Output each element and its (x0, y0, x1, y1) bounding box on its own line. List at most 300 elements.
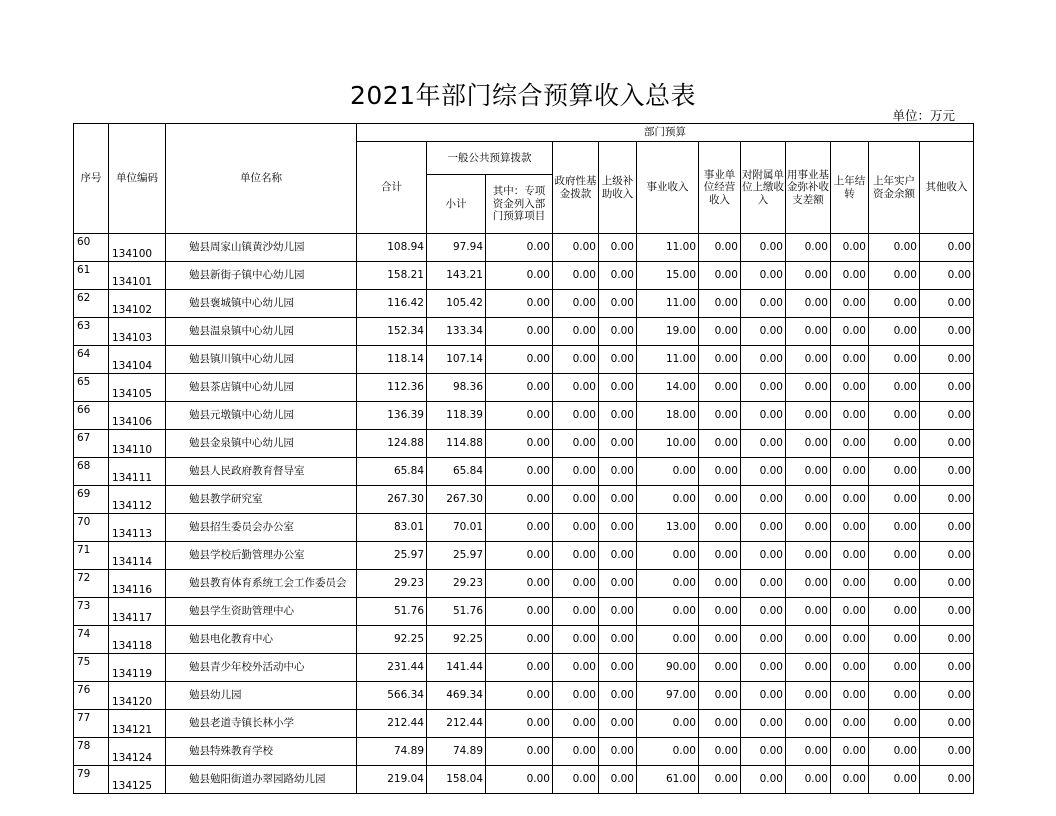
row-superior-subsidy: 0.00 (599, 682, 637, 710)
row-superior-subsidy: 0.00 (599, 262, 637, 290)
row-unit-code: 134102 (109, 290, 166, 318)
row-superior-subsidy: 0.00 (599, 654, 637, 682)
header-business-income: 事业收入 (637, 142, 699, 234)
row-seq: 60 (74, 234, 109, 262)
row-affiliated-income: 0.00 (741, 766, 786, 794)
row-business-income: 61.00 (637, 766, 699, 794)
table-row (74, 654, 974, 682)
row-last-year-carry: 0.00 (831, 598, 869, 626)
table-row (74, 402, 974, 430)
row-fund-make-up: 0.00 (786, 346, 831, 374)
row-gov-fund: 0.00 (553, 318, 599, 346)
row-last-year-carry: 0.00 (831, 486, 869, 514)
row-total: 92.25 (357, 626, 427, 654)
header-superior-subsidy: 上级补助收入 (599, 142, 637, 234)
row-last-year-balance: 0.00 (869, 570, 920, 598)
row-affiliated-income: 0.00 (741, 570, 786, 598)
row-last-year-balance: 0.00 (869, 262, 920, 290)
row-operating-income: 0.00 (699, 318, 741, 346)
row-operating-income: 0.00 (699, 346, 741, 374)
header-other-income: 其他收入 (920, 142, 974, 234)
row-business-income: 90.00 (637, 654, 699, 682)
row-special-project: 0.00 (486, 486, 553, 514)
row-gov-fund: 0.00 (553, 710, 599, 738)
row-subtotal: 267.30 (427, 486, 486, 514)
header-code: 单位编码 (109, 124, 166, 234)
row-fund-make-up: 0.00 (786, 542, 831, 570)
row-unit-code: 134117 (109, 598, 166, 626)
row-fund-make-up: 0.00 (786, 290, 831, 318)
row-fund-make-up: 0.00 (786, 570, 831, 598)
row-business-income: 10.00 (637, 430, 699, 458)
row-unit-name: 勉县元墩镇中心幼儿园 (166, 402, 357, 430)
row-total: 74.89 (357, 738, 427, 766)
row-other-income: 0.00 (920, 710, 974, 738)
row-last-year-carry: 0.00 (831, 402, 869, 430)
row-operating-income: 0.00 (699, 626, 741, 654)
row-business-income: 13.00 (637, 514, 699, 542)
row-last-year-balance: 0.00 (869, 710, 920, 738)
row-last-year-carry: 0.00 (831, 570, 869, 598)
row-seq: 68 (74, 458, 109, 486)
row-operating-income: 0.00 (699, 262, 741, 290)
row-fund-make-up: 0.00 (786, 234, 831, 262)
row-total: 124.88 (357, 430, 427, 458)
row-other-income: 0.00 (920, 234, 974, 262)
row-superior-subsidy: 0.00 (599, 766, 637, 794)
row-other-income: 0.00 (920, 682, 974, 710)
table-row (74, 738, 974, 766)
row-last-year-balance: 0.00 (869, 374, 920, 402)
row-last-year-carry: 0.00 (831, 318, 869, 346)
row-unit-name: 勉县教育体育系统工会工作委员会 (166, 570, 357, 598)
row-total: 267.30 (357, 486, 427, 514)
row-fund-make-up: 0.00 (786, 374, 831, 402)
row-affiliated-income: 0.00 (741, 458, 786, 486)
row-last-year-balance: 0.00 (869, 766, 920, 794)
row-business-income: 0.00 (637, 570, 699, 598)
row-fund-make-up: 0.00 (786, 682, 831, 710)
row-seq: 61 (74, 262, 109, 290)
row-other-income: 0.00 (920, 486, 974, 514)
row-unit-code: 134106 (109, 402, 166, 430)
row-seq: 69 (74, 486, 109, 514)
row-subtotal: 118.39 (427, 402, 486, 430)
row-special-project: 0.00 (486, 290, 553, 318)
row-unit-code: 134110 (109, 430, 166, 458)
row-gov-fund: 0.00 (553, 346, 599, 374)
row-subtotal: 133.34 (427, 318, 486, 346)
row-total: 83.01 (357, 514, 427, 542)
row-unit-code: 134121 (109, 710, 166, 738)
row-special-project: 0.00 (486, 458, 553, 486)
row-unit-name: 勉县招生委员会办公室 (166, 514, 357, 542)
row-last-year-carry: 0.00 (831, 654, 869, 682)
row-special-project: 0.00 (486, 570, 553, 598)
row-last-year-carry: 0.00 (831, 626, 869, 654)
row-last-year-balance: 0.00 (869, 654, 920, 682)
row-special-project: 0.00 (486, 738, 553, 766)
row-unit-name: 勉县褒城镇中心幼儿园 (166, 290, 357, 318)
row-last-year-balance: 0.00 (869, 402, 920, 430)
row-last-year-carry: 0.00 (831, 430, 869, 458)
row-business-income: 11.00 (637, 290, 699, 318)
row-unit-code: 134105 (109, 374, 166, 402)
row-special-project: 0.00 (486, 598, 553, 626)
row-unit-code: 134119 (109, 654, 166, 682)
row-affiliated-income: 0.00 (741, 430, 786, 458)
row-unit-name: 勉县温泉镇中心幼儿园 (166, 318, 357, 346)
row-business-income: 97.00 (637, 682, 699, 710)
row-operating-income: 0.00 (699, 234, 741, 262)
row-total: 118.14 (357, 346, 427, 374)
row-other-income: 0.00 (920, 458, 974, 486)
row-subtotal: 114.88 (427, 430, 486, 458)
row-seq: 63 (74, 318, 109, 346)
row-unit-code: 134120 (109, 682, 166, 710)
row-seq: 78 (74, 738, 109, 766)
row-superior-subsidy: 0.00 (599, 290, 637, 318)
row-total: 65.84 (357, 458, 427, 486)
header-last-year-balance: 上年实户资金余额 (869, 142, 920, 234)
row-last-year-balance: 0.00 (869, 514, 920, 542)
row-operating-income: 0.00 (699, 374, 741, 402)
budget-table (73, 123, 974, 794)
row-special-project: 0.00 (486, 626, 553, 654)
row-last-year-carry: 0.00 (831, 374, 869, 402)
row-total: 25.97 (357, 542, 427, 570)
row-last-year-balance: 0.00 (869, 234, 920, 262)
row-unit-code: 134113 (109, 514, 166, 542)
row-gov-fund: 0.00 (553, 738, 599, 766)
row-seq: 75 (74, 654, 109, 682)
row-gov-fund: 0.00 (553, 486, 599, 514)
row-unit-code: 134112 (109, 486, 166, 514)
row-last-year-carry: 0.00 (831, 346, 869, 374)
row-unit-name: 勉县特殊教育学校 (166, 738, 357, 766)
row-affiliated-income: 0.00 (741, 234, 786, 262)
row-last-year-carry: 0.00 (831, 766, 869, 794)
row-business-income: 0.00 (637, 626, 699, 654)
row-total: 116.42 (357, 290, 427, 318)
row-subtotal: 141.44 (427, 654, 486, 682)
row-other-income: 0.00 (920, 542, 974, 570)
row-superior-subsidy: 0.00 (599, 514, 637, 542)
row-special-project: 0.00 (486, 682, 553, 710)
row-affiliated-income: 0.00 (741, 710, 786, 738)
row-affiliated-income: 0.00 (741, 374, 786, 402)
row-gov-fund: 0.00 (553, 458, 599, 486)
row-seq: 65 (74, 374, 109, 402)
row-operating-income: 0.00 (699, 514, 741, 542)
row-fund-make-up: 0.00 (786, 458, 831, 486)
table-row (74, 486, 974, 514)
row-business-income: 11.00 (637, 234, 699, 262)
row-special-project: 0.00 (486, 430, 553, 458)
table-row (74, 542, 974, 570)
row-special-project: 0.00 (486, 710, 553, 738)
row-unit-name: 勉县幼儿园 (166, 682, 357, 710)
row-operating-income: 0.00 (699, 570, 741, 598)
row-operating-income: 0.00 (699, 654, 741, 682)
row-gov-fund: 0.00 (553, 430, 599, 458)
row-other-income: 0.00 (920, 570, 974, 598)
table-row (74, 626, 974, 654)
row-fund-make-up: 0.00 (786, 514, 831, 542)
row-superior-subsidy: 0.00 (599, 234, 637, 262)
row-seq: 66 (74, 402, 109, 430)
row-affiliated-income: 0.00 (741, 598, 786, 626)
row-business-income: 0.00 (637, 598, 699, 626)
row-unit-name: 勉县学校后勤管理办公室 (166, 542, 357, 570)
row-seq: 76 (74, 682, 109, 710)
table-row (74, 234, 974, 262)
row-operating-income: 0.00 (699, 430, 741, 458)
row-subtotal: 143.21 (427, 262, 486, 290)
row-unit-name: 勉县电化教育中心 (166, 626, 357, 654)
header-gov-fund: 政府性基金拨款 (553, 142, 599, 234)
row-unit-code: 134118 (109, 626, 166, 654)
row-other-income: 0.00 (920, 374, 974, 402)
row-unit-code: 134114 (109, 542, 166, 570)
row-operating-income: 0.00 (699, 738, 741, 766)
row-affiliated-income: 0.00 (741, 682, 786, 710)
row-other-income: 0.00 (920, 626, 974, 654)
page-title: 2021年部门综合预算收入总表 (349, 81, 697, 110)
row-other-income: 0.00 (920, 766, 974, 794)
row-superior-subsidy: 0.00 (599, 486, 637, 514)
header-total: 合计 (357, 142, 427, 234)
row-last-year-balance: 0.00 (869, 598, 920, 626)
row-unit-code: 134124 (109, 738, 166, 766)
row-other-income: 0.00 (920, 262, 974, 290)
row-total: 136.39 (357, 402, 427, 430)
row-operating-income: 0.00 (699, 402, 741, 430)
header-fund-make-up: 用事业基金弥补收支差额 (786, 142, 831, 234)
row-superior-subsidy: 0.00 (599, 710, 637, 738)
header-name: 单位名称 (166, 124, 357, 234)
row-gov-fund: 0.00 (553, 682, 599, 710)
header-special-project: 其中：专项资金列入部门预算项目 (486, 175, 553, 234)
row-seq: 70 (74, 514, 109, 542)
unit-label: 单位：万元 (892, 108, 955, 123)
row-other-income: 0.00 (920, 318, 974, 346)
row-subtotal: 29.23 (427, 570, 486, 598)
row-subtotal: 158.04 (427, 766, 486, 794)
row-seq: 73 (74, 598, 109, 626)
table-row (74, 262, 974, 290)
header-seq: 序号 (74, 124, 109, 234)
row-affiliated-income: 0.00 (741, 318, 786, 346)
row-unit-name: 勉县周家山镇黄沙幼儿园 (166, 234, 357, 262)
header-subtotal: 小计 (427, 175, 486, 234)
row-seq: 72 (74, 570, 109, 598)
row-seq: 64 (74, 346, 109, 374)
header-dept-budget: 部门预算 (357, 124, 974, 142)
row-business-income: 15.00 (637, 262, 699, 290)
row-affiliated-income: 0.00 (741, 654, 786, 682)
row-last-year-balance: 0.00 (869, 626, 920, 654)
row-affiliated-income: 0.00 (741, 626, 786, 654)
row-business-income: 0.00 (637, 710, 699, 738)
row-subtotal: 98.36 (427, 374, 486, 402)
row-affiliated-income: 0.00 (741, 738, 786, 766)
row-business-income: 0.00 (637, 486, 699, 514)
row-business-income: 19.00 (637, 318, 699, 346)
row-subtotal: 74.89 (427, 738, 486, 766)
row-last-year-carry: 0.00 (831, 542, 869, 570)
row-gov-fund: 0.00 (553, 290, 599, 318)
table-row (74, 318, 974, 346)
row-unit-code: 134116 (109, 570, 166, 598)
row-superior-subsidy: 0.00 (599, 318, 637, 346)
row-special-project: 0.00 (486, 262, 553, 290)
row-business-income: 18.00 (637, 402, 699, 430)
row-last-year-balance: 0.00 (869, 682, 920, 710)
row-seq: 71 (74, 542, 109, 570)
row-seq: 74 (74, 626, 109, 654)
header-operating-income: 事业单位经营收入 (699, 142, 741, 234)
table-row (74, 682, 974, 710)
row-gov-fund: 0.00 (553, 542, 599, 570)
row-gov-fund: 0.00 (553, 570, 599, 598)
row-last-year-balance: 0.00 (869, 346, 920, 374)
table-row (74, 514, 974, 542)
row-special-project: 0.00 (486, 766, 553, 794)
row-last-year-carry: 0.00 (831, 710, 869, 738)
row-unit-code: 134125 (109, 766, 166, 794)
row-superior-subsidy: 0.00 (599, 542, 637, 570)
row-other-income: 0.00 (920, 654, 974, 682)
row-total: 231.44 (357, 654, 427, 682)
row-other-income: 0.00 (920, 402, 974, 430)
table-row (74, 458, 974, 486)
row-last-year-balance: 0.00 (869, 738, 920, 766)
row-gov-fund: 0.00 (553, 374, 599, 402)
row-other-income: 0.00 (920, 738, 974, 766)
row-last-year-carry: 0.00 (831, 514, 869, 542)
row-subtotal: 469.34 (427, 682, 486, 710)
row-other-income: 0.00 (920, 346, 974, 374)
row-fund-make-up: 0.00 (786, 626, 831, 654)
row-gov-fund: 0.00 (553, 766, 599, 794)
row-other-income: 0.00 (920, 290, 974, 318)
row-total: 51.76 (357, 598, 427, 626)
row-unit-code: 134104 (109, 346, 166, 374)
row-other-income: 0.00 (920, 514, 974, 542)
row-total: 112.36 (357, 374, 427, 402)
row-other-income: 0.00 (920, 598, 974, 626)
row-subtotal: 97.94 (427, 234, 486, 262)
row-affiliated-income: 0.00 (741, 542, 786, 570)
row-unit-name: 勉县勉阳街道办翠园路幼儿园 (166, 766, 357, 794)
table-row (74, 290, 974, 318)
row-fund-make-up: 0.00 (786, 766, 831, 794)
row-business-income: 11.00 (637, 346, 699, 374)
row-affiliated-income: 0.00 (741, 514, 786, 542)
row-total: 108.94 (357, 234, 427, 262)
row-other-income: 0.00 (920, 430, 974, 458)
table-row (74, 570, 974, 598)
row-total: 566.34 (357, 682, 427, 710)
table-row (74, 430, 974, 458)
row-unit-name: 勉县金泉镇中心幼儿园 (166, 430, 357, 458)
row-unit-name: 勉县人民政府教育督导室 (166, 458, 357, 486)
row-gov-fund: 0.00 (553, 654, 599, 682)
row-operating-income: 0.00 (699, 682, 741, 710)
row-gov-fund: 0.00 (553, 626, 599, 654)
row-fund-make-up: 0.00 (786, 654, 831, 682)
row-operating-income: 0.00 (699, 290, 741, 318)
row-gov-fund: 0.00 (553, 598, 599, 626)
row-operating-income: 0.00 (699, 598, 741, 626)
row-last-year-balance: 0.00 (869, 486, 920, 514)
table-body (74, 234, 974, 794)
row-total: 152.34 (357, 318, 427, 346)
row-special-project: 0.00 (486, 346, 553, 374)
row-last-year-carry: 0.00 (831, 290, 869, 318)
row-seq: 79 (74, 766, 109, 794)
row-superior-subsidy: 0.00 (599, 458, 637, 486)
row-superior-subsidy: 0.00 (599, 570, 637, 598)
row-unit-name: 勉县茶店镇中心幼儿园 (166, 374, 357, 402)
table-row (74, 374, 974, 402)
row-seq: 77 (74, 710, 109, 738)
row-unit-name: 勉县新街子镇中心幼儿园 (166, 262, 357, 290)
row-superior-subsidy: 0.00 (599, 346, 637, 374)
row-unit-name: 勉县学生资助管理中心 (166, 598, 357, 626)
row-last-year-balance: 0.00 (869, 430, 920, 458)
row-subtotal: 25.97 (427, 542, 486, 570)
row-operating-income: 0.00 (699, 542, 741, 570)
row-superior-subsidy: 0.00 (599, 374, 637, 402)
row-special-project: 0.00 (486, 374, 553, 402)
row-subtotal: 70.01 (427, 514, 486, 542)
row-fund-make-up: 0.00 (786, 598, 831, 626)
row-superior-subsidy: 0.00 (599, 738, 637, 766)
row-gov-fund: 0.00 (553, 234, 599, 262)
row-unit-code: 134111 (109, 458, 166, 486)
row-special-project: 0.00 (486, 318, 553, 346)
row-superior-subsidy: 0.00 (599, 626, 637, 654)
row-special-project: 0.00 (486, 654, 553, 682)
row-special-project: 0.00 (486, 234, 553, 262)
table-row (74, 346, 974, 374)
row-fund-make-up: 0.00 (786, 402, 831, 430)
row-subtotal: 92.25 (427, 626, 486, 654)
row-unit-code: 134103 (109, 318, 166, 346)
header-affiliated-income: 对附属单位上缴收入 (741, 142, 786, 234)
row-affiliated-income: 0.00 (741, 290, 786, 318)
row-last-year-carry: 0.00 (831, 458, 869, 486)
row-fund-make-up: 0.00 (786, 430, 831, 458)
row-last-year-carry: 0.00 (831, 738, 869, 766)
row-business-income: 14.00 (637, 374, 699, 402)
row-unit-name: 勉县老道寺镇长林小学 (166, 710, 357, 738)
row-special-project: 0.00 (486, 542, 553, 570)
table-row (74, 710, 974, 738)
row-fund-make-up: 0.00 (786, 738, 831, 766)
header-last-year-carry: 上年结转 (831, 142, 869, 234)
row-total: 29.23 (357, 570, 427, 598)
row-gov-fund: 0.00 (553, 262, 599, 290)
row-business-income: 0.00 (637, 738, 699, 766)
row-operating-income: 0.00 (699, 766, 741, 794)
row-seq: 62 (74, 290, 109, 318)
row-business-income: 0.00 (637, 458, 699, 486)
row-last-year-balance: 0.00 (869, 458, 920, 486)
row-special-project: 0.00 (486, 514, 553, 542)
